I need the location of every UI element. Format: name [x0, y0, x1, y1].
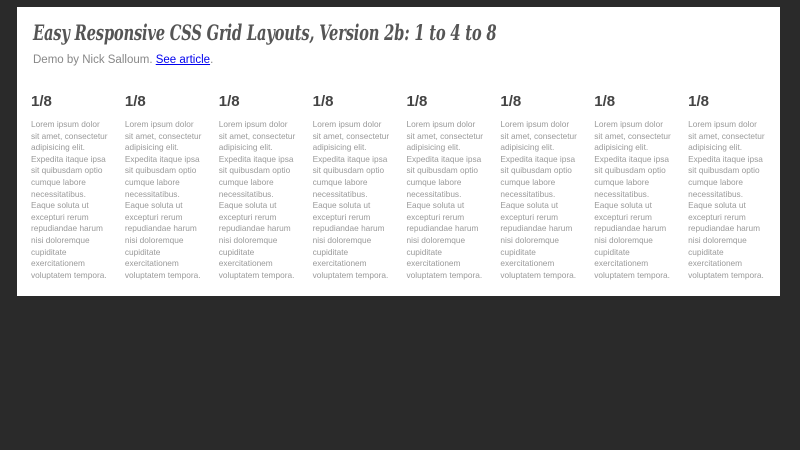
- column-paragraph: Lorem ipsum dolor sit amet, consectetur adipisicing elit. Expedita itaque ipsa sit quibusdam optio cumque labore necessitatibus. Eaque soluta ut excepturi rerum repudiandae harum nisi doloremque cupiditate exercitationem voluptatem tempora.: [688, 119, 765, 280]
- column-paragraph: Lorem ipsum dolor sit amet, consectetur adipisicing elit. Expedita itaque ipsa sit quibusdam optio cumque labore necessitatibus. Eaque soluta ut excepturi rerum repudiandae harum nisi doloremque cupiditate exercitationem voluptatem tempora.: [124, 119, 202, 280]
- grid-column: [211, 95, 305, 281]
- page-header: [23, 7, 774, 66]
- column-heading: 1/8: [688, 93, 709, 110]
- column-paragraph: Lorem ipsum dolor sit amet, consectetur adipisicing elit. Expedita itaque ipsa sit quibusdam optio cumque labore necessitatibus. Eaque soluta ut excepturi rerum repudiandae harum nisi doloremque cupiditate exercitationem voluptatem tempora.: [31, 119, 108, 280]
- column-paragraph: Lorem ipsum dolor sit amet, consectetur adipisicing elit. Expedita itaque ipsa sit quibusdam optio cumque labore necessitatibus. Eaque soluta ut excepturi rerum repudiandae harum nisi doloremque cupiditate exercitationem voluptatem tempora.: [312, 119, 390, 280]
- grid-column: [680, 95, 774, 281]
- column-heading: 1/8: [406, 93, 428, 110]
- page-title: Easy Responsive CSS Grid Layouts, Version 2b: 1 to 4 to 8: [33, 20, 497, 45]
- content-sheet: [17, 7, 780, 296]
- column-paragraph: Lorem ipsum dolor sit amet, consectetur adipisicing elit. Expedita itaque ipsa sit quibusdam optio cumque labore necessitatibus. Eaque soluta ut excepturi rerum repudiandae harum nisi doloremque cupiditate exercitationem voluptatem tempora.: [218, 119, 296, 280]
- column-paragraph: Lorem ipsum dolor sit amet, consectetur adipisicing elit. Expedita itaque ipsa sit quibusdam optio cumque labore necessitatibus. Eaque soluta ut excepturi rerum repudiandae harum nisi doloremque cupiditate exercitationem voluptatem tempora.: [500, 119, 577, 280]
- column-heading: 1/8: [594, 93, 616, 110]
- subtitle-text: Demo by Nick Salloum.: [33, 54, 156, 66]
- subtitle-period: .: [210, 54, 214, 66]
- grid-column: [117, 95, 211, 281]
- column-heading: 1/8: [124, 93, 146, 110]
- grid-column: [23, 95, 117, 281]
- grid-column: [305, 95, 399, 281]
- column-paragraph: Lorem ipsum dolor sit amet, consectetur adipisicing elit. Expedita itaque ipsa sit quibusdam optio cumque labore necessitatibus. Eaque soluta ut excepturi rerum repudiandae harum nisi doloremque cupiditate exercitationem voluptatem tempora.: [594, 119, 671, 280]
- grid-column: [586, 95, 680, 281]
- column-paragraph: Lorem ipsum dolor sit amet, consectetur adipisicing elit. Expedita itaque ipsa sit quibusdam optio cumque labore necessitatibus. Eaque soluta ut excepturi rerum repudiandae harum nisi doloremque cupiditate exercitationem voluptatem tempora.: [406, 119, 484, 280]
- column-heading: 1/8: [31, 93, 52, 110]
- grid-column: [492, 95, 586, 281]
- see-article-link[interactable]: See article: [155, 54, 211, 66]
- grid-column: [399, 95, 493, 281]
- subtitle: [33, 54, 764, 66]
- column-heading: 1/8: [218, 93, 240, 110]
- grid: [23, 95, 774, 296]
- column-heading: 1/8: [312, 93, 334, 110]
- column-heading: 1/8: [500, 93, 522, 110]
